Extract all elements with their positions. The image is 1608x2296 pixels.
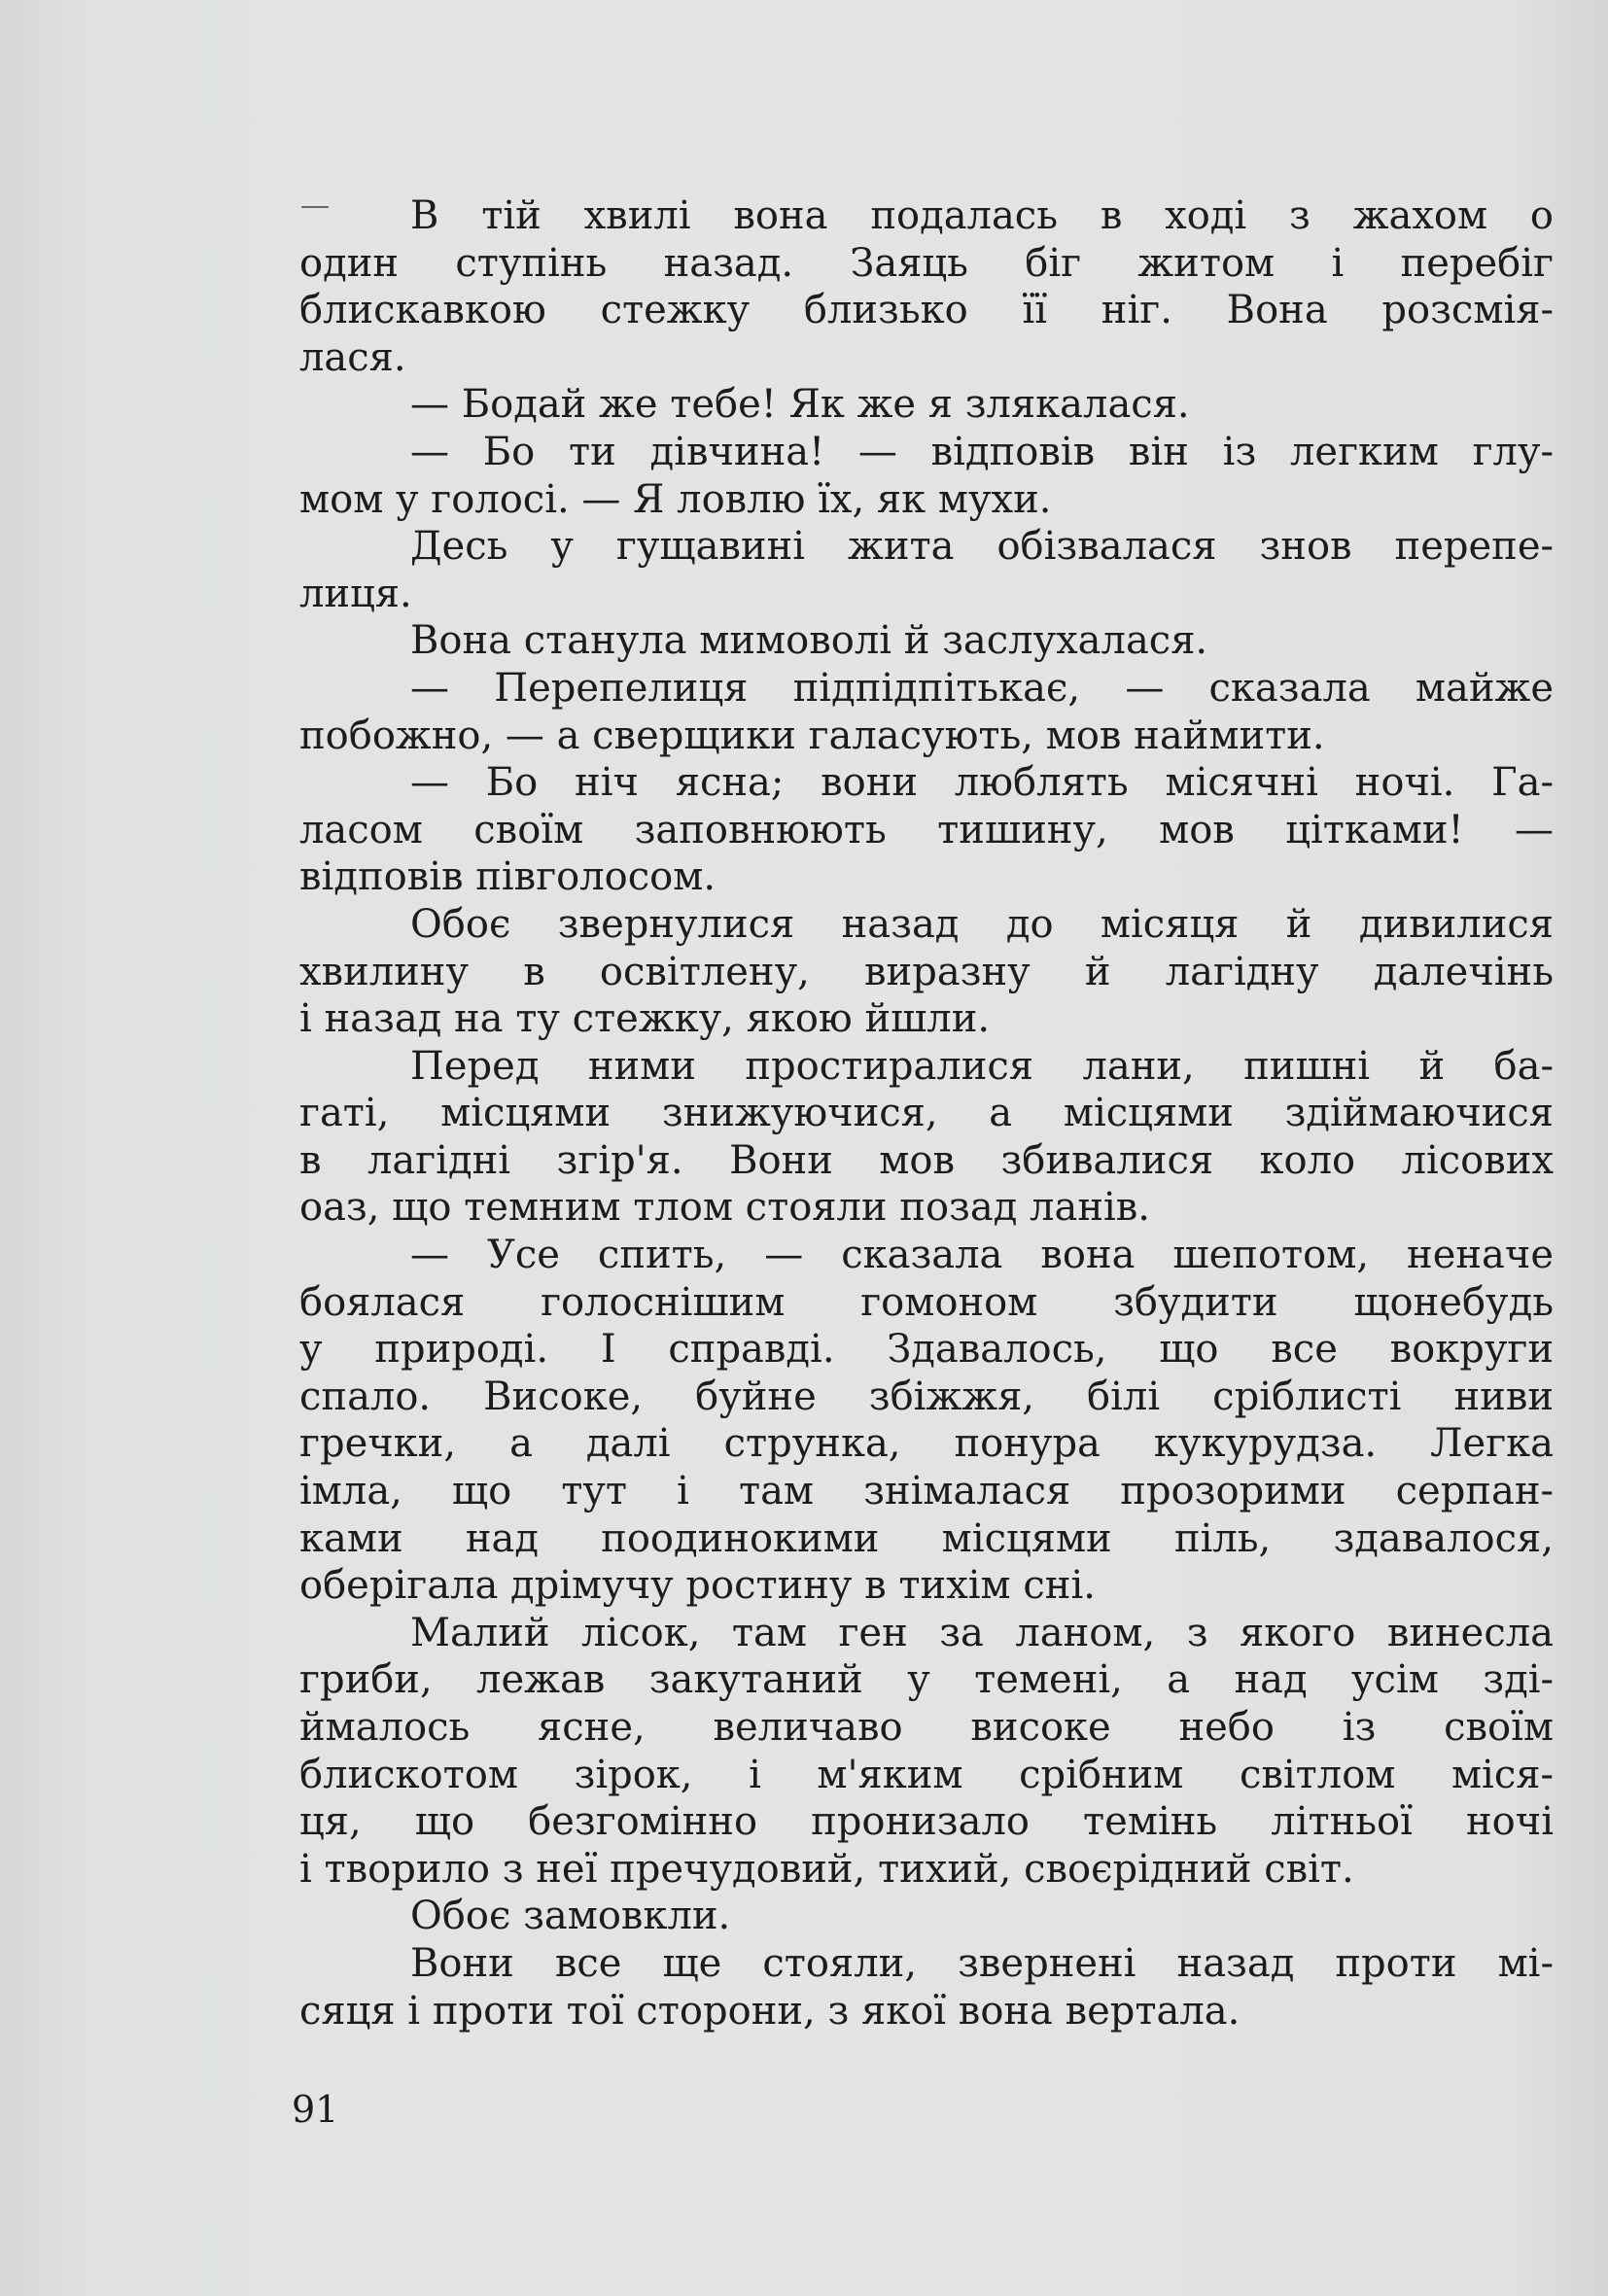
text-line: В тій хвилі вона подалась в ході з жахом о (410, 193, 1554, 238)
text-line: ймалось ясне, величаво високе небо із своїм (299, 1705, 1554, 1750)
text-line: і назад на ту стежку, якою йшли. (299, 996, 991, 1042)
text-line: один ступінь назад. Заяць біг житом і перебіг (299, 240, 1554, 286)
text-line: спало. Високе, буйне збіжжя, білі сріблисті ниви (299, 1374, 1554, 1419)
text-line: — Перепелиця підпідпітькає, — сказала майже (410, 665, 1554, 711)
text-line: в лагідні згір'я. Вони мов збивалися коло лісових (299, 1137, 1554, 1183)
text-line: гречки, а далі струнка, понура кукурудза. Легка (299, 1421, 1554, 1467)
text-line: блискотом зірок, і м'яким срібним світлом міся- (299, 1752, 1554, 1797)
text-line: побожно, — а сверщики галасують, мов наймити. (299, 713, 1325, 758)
text-line: ками над поодинокими місцями піль, здавалося, (299, 1515, 1554, 1561)
text-line: гриби, лежав закутаний у темені, а над усім зді- (299, 1657, 1554, 1703)
text-line: гаті, місцями знижуючися, а місцями здіймаючися (299, 1091, 1554, 1136)
text-line: і творило з неї пречудовий, тихий, своєрідний світ. (299, 1846, 1354, 1892)
text-line: відповів півголосом. (299, 854, 717, 900)
text-line: Малий лісок, там ген за ланом, з якого винесла (410, 1610, 1554, 1655)
text-line: мом у голосі. — Я ловлю їх, як мухи. (299, 476, 1052, 522)
text-line: Десь у гущавині жита обізвалася знов перепе- (410, 524, 1554, 570)
text-line: у природі. І справді. Здавалось, що все вокруги (299, 1327, 1554, 1373)
text-line: — Бодай же тебе! Як же я злякалася. (410, 382, 1190, 428)
text-line: — Бо ти дівчина! — відповів він із легким глу- (410, 429, 1554, 474)
text-line: сяця і проти тої сторони, з якої вона вертала. (299, 1988, 1241, 2034)
text-line: — Усе спить, — сказала вона шепотом, неначе (410, 1233, 1554, 1278)
text-line: Вони все ще стояли, звернені назад проти мі- (410, 1940, 1554, 1986)
text-line: — Бо ніч ясна; вони люблять місячні ночі. Га- (410, 760, 1554, 806)
text-line: лиця. (299, 571, 412, 616)
text-line: блискавкою стежку близько її ніг. Вона розсмія- (299, 288, 1554, 333)
text-line: Обоє замовкли. (410, 1894, 731, 1939)
text-line: боялася голоснішим гомоном збудити щонебудь (299, 1279, 1554, 1325)
text-line: Обоє звернулися назад до місяця й дивилися (410, 901, 1554, 947)
page-text (299, 192, 1554, 2035)
text-line: оберігала дрімучу ростину в тихім сні. (299, 1563, 1096, 1609)
text-line: імла, що тут і там знімалася прозорими серпан- (299, 1469, 1554, 1514)
text-line: Вона станула мимоволі й заслухалася. (410, 618, 1208, 664)
text-line: ця, що безгомінно пронизало темінь літньої ночі (299, 1799, 1554, 1845)
text-line: Перед ними простиралися лани, пишні й ба- (410, 1043, 1554, 1089)
page-number: 91 (292, 2088, 339, 2131)
text-line: ласом своїм заповнюють тишину, мов цітками! — (299, 807, 1554, 852)
text-line: хвилину в освітлену, виразну й лагідну далечінь (299, 949, 1554, 994)
text-line: лася. (299, 334, 406, 380)
text-line: оаз, що темним тлом стояли позад ланів. (299, 1185, 1150, 1231)
